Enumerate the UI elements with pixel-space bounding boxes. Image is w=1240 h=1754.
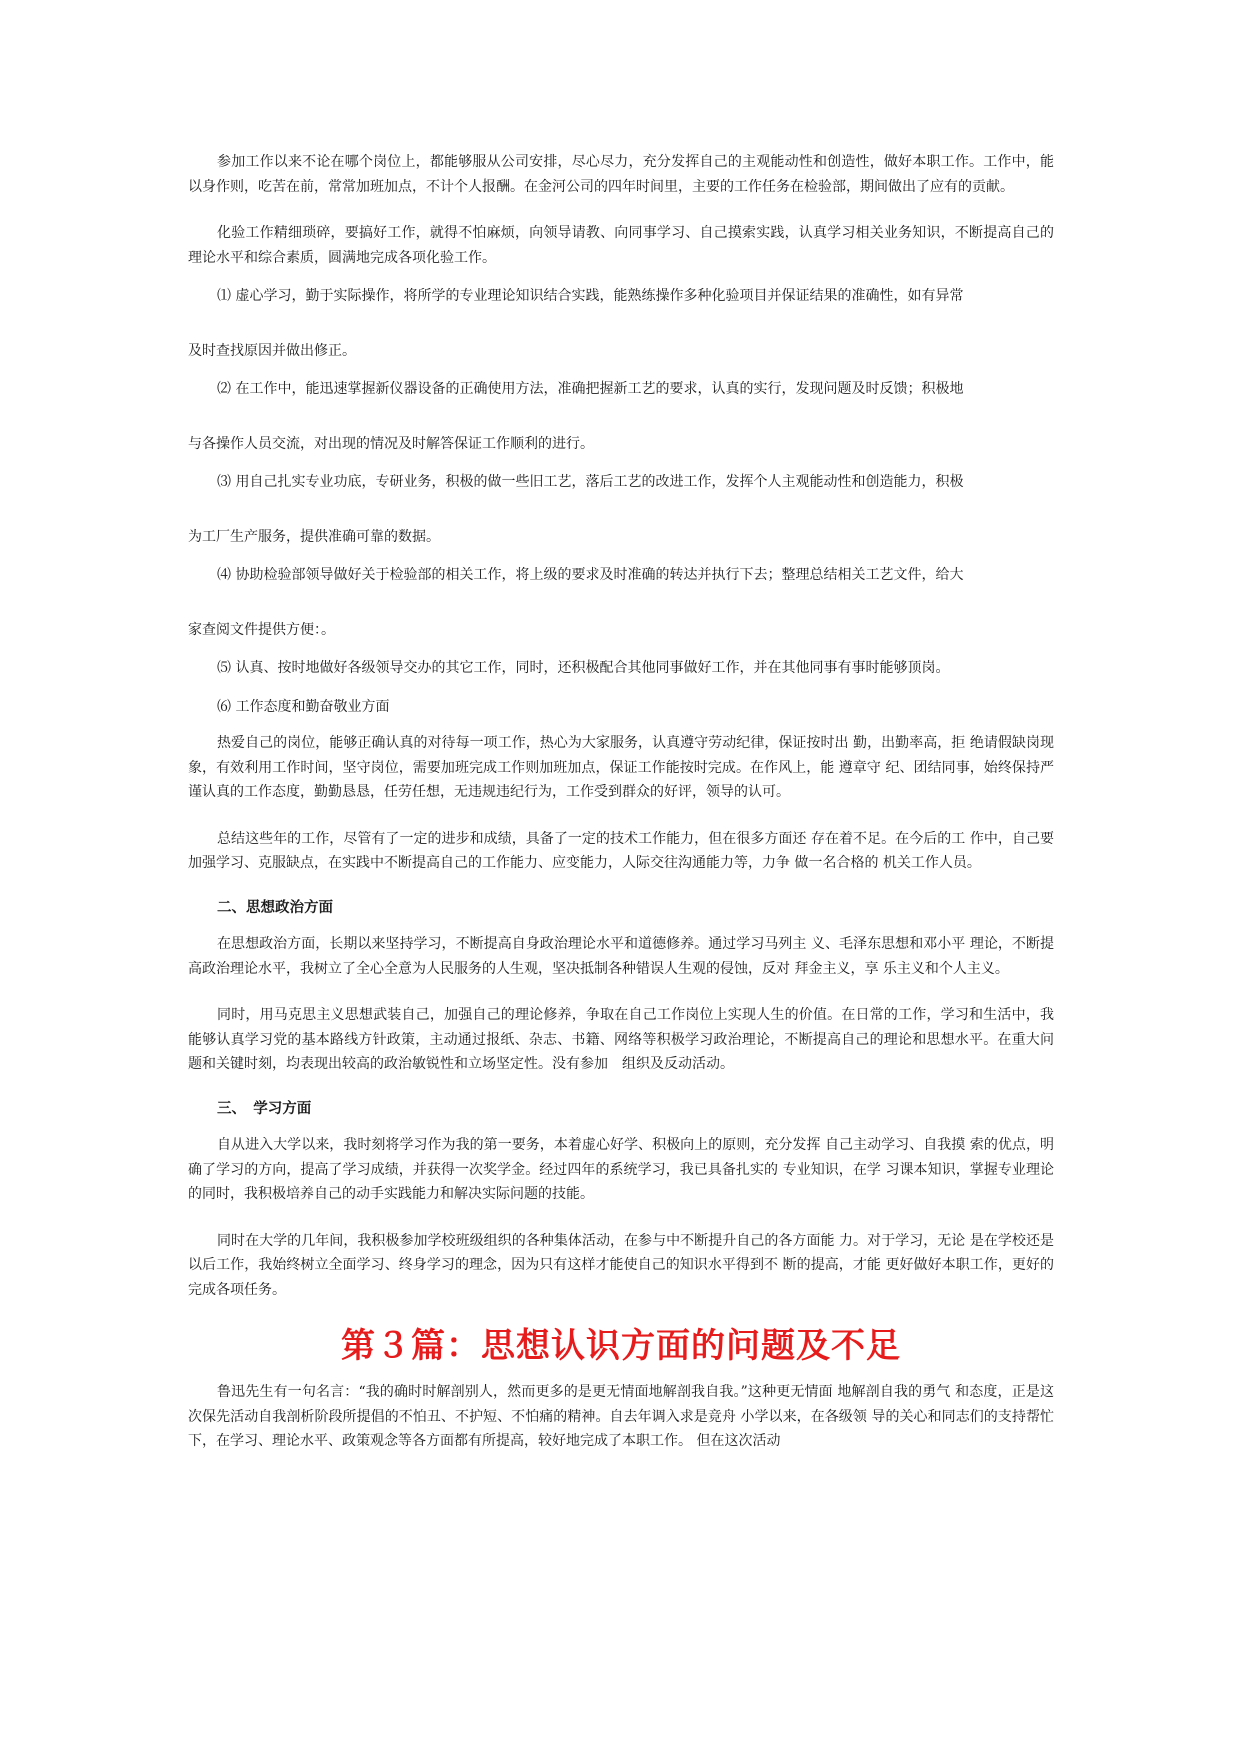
study-paragraph-2: 同时在大学的几年间，我积极参加学校班级组织的各种集体活动，在参与中不断提升自己的各方面能 力。对于学习，无论 是在学校还是以后工作，我始终树立全面学习、终身学习的理念，因为只有这样才能使自己的知识水平得到不 断的提高，才能 更好做好本职工作，更好的完成各项任务。 <box>188 1232 1054 1298</box>
list-item-2: ⑵ 在工作中，能迅速掌握新仪器设备的正确使用方法，准确把握新工艺的要求，认真的实行，发现问题及时反馈；积极地 <box>217 381 964 397</box>
list-item-1-continuation: 及时查找原因并做出修正。 <box>188 342 356 359</box>
intro-paragraph-1: 参加工作以来不论在哪个岗位上，都能够服从公司安排，尽心尽力，充分发挥自己的主观能动性和创造性，做好本职工作。工作中，能以身作则，吃苦在前，常常加班加点，不计个人报酬。在金河公司的四年时间里，主要的工作任务在检验部，期间做出了应有的贡献。 <box>188 154 1054 195</box>
list-item-5: ⑸ 认真、按时地做好各级领导交办的其它工作，同时，还积极配合其他同事做好工作，并在其他同事有事时能够顶岗。 <box>217 660 950 676</box>
politics-paragraph-2: 同时，用马克思主义思想武装自己，加强自己的理论修养，争取在自己工作岗位上实现人生的价值。在日常的工作，学习和生活中，我能够认真学习党的基本路线方针政策，主动通过报纸、杂志、书籍、网络等积极学习政治理论，不断提高自己的理论和思想水平。在重大问题和关键时刻，均表现出较高的政治敏锐性和立场坚定性。没有参加 组织及反动活动。 <box>188 1007 1054 1072</box>
intro-paragraph-2: 化验工作精细琐碎，要搞好工作，就得不怕麻烦，向领导请教、向同事学习、自己摸索实践，认真学习相关业务知识，不断提高自己的理论水平和综合素质，圆满地完成各项化验工作。 <box>188 225 1054 266</box>
list-item-4: ⑷ 协助检验部领导做好关于检验部的相关工作，将上级的要求及时准确的转达并执行下去；整理总结相关工艺文件，给大 <box>217 567 964 583</box>
chapter-title: 第３篇：思想认识方面的问题及不足 <box>341 1326 901 1366</box>
chapter-paragraph-1: 鲁迅先生有一句名言：“我的确时时解剖别人，然而更多的是更无情面地解剖我自我。”这种更无情面 地解剖自我的勇气 和态度，正是这次保先活动自我剖析阶段所提倡的不怕丑、不护短、不怕痛的精神。自去年调入求是竞舟 小学以来，在各级领 导的关心和同志们的支持帮忙下，在学习、理论水平、政策观念等各方面都有所提高，较好地完成了本职工作。 但在这次活动 <box>188 1384 1054 1449</box>
summary-paragraph: 总结这些年的工作，尽管有了一定的进步和成绩，具备了一定的技术工作能力，但在很多方面还 存在着不足。在今后的工 作中，自己要加强学习、克服缺点，在实践中不断提高自己的工作能力、应变能力，人际交往沟通能力等，力争 做一名合格的 机关工作人员。 <box>188 830 1054 871</box>
list-item-1: ⑴ 虚心学习，勤于实际操作，将所学的专业理论知识结合实践，能熟练操作多种化验项目并保证结果的准确性，如有异常 <box>217 288 964 304</box>
list-item-6: ⑹ 工作态度和勤奋敬业方面 <box>217 698 390 715</box>
section-heading-study: 三、 学习方面 <box>217 1100 312 1117</box>
politics-paragraph-1: 在思想政治方面，长期以来坚持学习，不断提高自身政治理论水平和道德修养。通过学习马列主 义、毛泽东思想和邓小平 理论，不断提高政治理论水平，我树立了全心全意为人民服务的人生观，坚决抵制各种错误人生观的侵蚀，反对 拜金主义，享 乐主义和个人主义。 <box>188 936 1054 977</box>
attitude-paragraph: 热爱自己的岗位，能够正确认真的对待每一项工作，热心为大家服务，认真遵守劳动纪律，保证按时出 勤，出勤率高，拒 绝请假缺岗现象，有效利用工作时间，坚守岗位，需要加班完成工作则加班加点，保证工作能按时完成。在作风上，能 遵章守 纪、团结同事，始终保持严谨认真的工作态度，勤勤恳恳，任劳任想，无违规违纪行为，工作受到群众的好评，领导的认可。 <box>188 735 1054 800</box>
document-body <box>188 150 1054 1454</box>
list-item-4-continuation: 家查阅文件提供方便：。 <box>188 621 335 638</box>
study-paragraph-1: 自从进入大学以来，我时刻将学习作为我的第一要务，本着虚心好学、积极向上的原则，充分发挥 自己主动学习、自我摸 索的优点，明确了学习的方向，提高了学习成绩，并获得一次奖学金。经过四年的系统学习，我已具备扎实的 专业知识，在学 习课本知识，掌握专业理论的同时，我积极培养自己的动手实践能力和解决实际问题的技能。 <box>188 1137 1054 1202</box>
section-heading-politics: 二、思想政治方面 <box>217 899 333 916</box>
list-item-3: ⑶ 用自己扎实专业功底，专研业务，积极的做一些旧工艺，落后工艺的改进工作，发挥个人主观能动性和创造能力，积极 <box>217 474 964 490</box>
list-item-2-continuation: 与各操作人员交流，对出现的情况及时解答保证工作顺利的进行。 <box>188 435 594 452</box>
list-item-3-continuation: 为工厂生产服务，提供准确可靠的数据。 <box>188 528 440 545</box>
